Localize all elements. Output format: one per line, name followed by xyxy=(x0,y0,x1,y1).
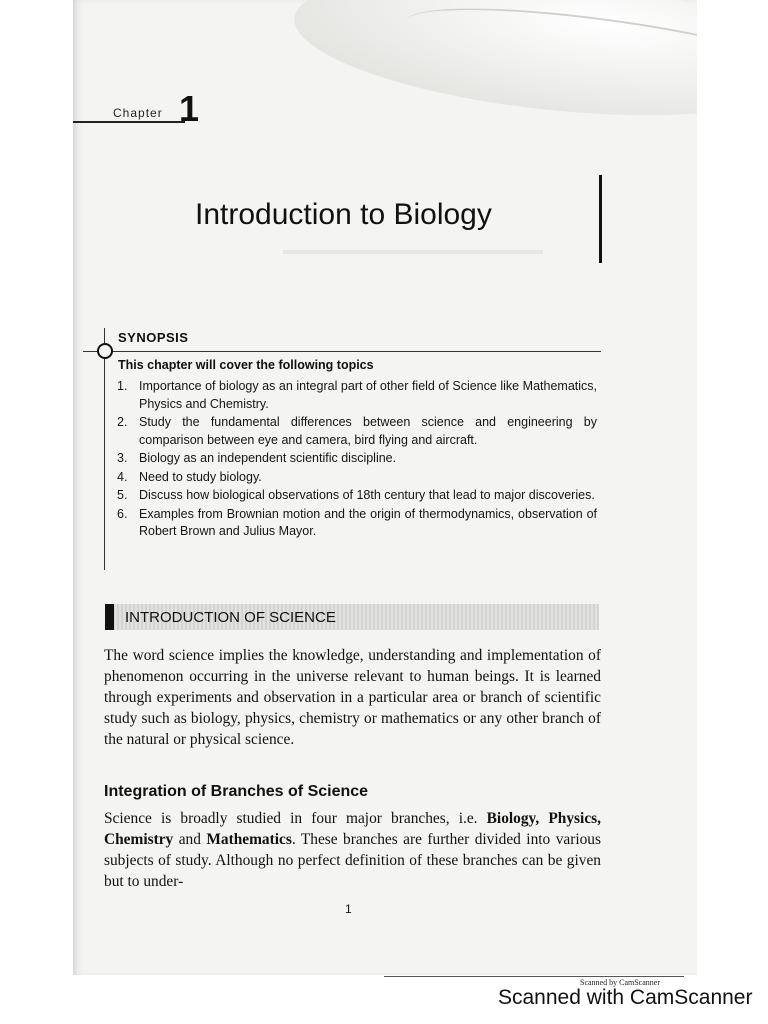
chapter-rule xyxy=(73,121,185,123)
scanner-watermark-small: Scanned by CamScanner xyxy=(580,978,660,987)
synopsis-horizontal-rule xyxy=(83,351,601,352)
text-run: Science is broadly studied in four major branches, i.e. xyxy=(104,810,487,827)
topic-item xyxy=(117,469,597,487)
bold-term-mathematics: Mathematics xyxy=(206,831,292,848)
topic-number: 2. xyxy=(117,415,128,429)
topic-item xyxy=(117,414,597,449)
topic-text: Discuss how biological observations of 18th century that lead to major discoveries. xyxy=(139,488,595,502)
chapter-number: 1 xyxy=(179,88,200,129)
text-run: and xyxy=(173,831,207,848)
subsection-paragraph xyxy=(104,808,601,892)
topic-number: 5. xyxy=(117,488,128,502)
footer-rule xyxy=(384,976,684,977)
topic-item xyxy=(117,506,597,541)
topic-item xyxy=(117,378,597,413)
topic-number: 3. xyxy=(117,451,128,465)
subsection-title: Integration of Branches of Science xyxy=(104,783,369,800)
synopsis-bullet-icon xyxy=(97,343,113,359)
section-paragraph: The word science implies the knowledge, understanding and implementation of phenomenon occurring in the universe relevant to human beings. It is learned through experiments and observation in a particular area or branch of scientific study such as biology, physics, chemistry or mathematics or any other branch of the natural or physical science. xyxy=(104,647,601,748)
bold-term-physics-chemistry: Physics, Chemistry xyxy=(104,810,601,848)
synopsis-topic-list xyxy=(117,378,597,542)
topic-text: Study the fundamental differences between science and engineering by comparison between eye and camera, bird flying and aircraft. xyxy=(139,415,597,447)
text-run: . These branches are further divided into various subjects of study. Although no perfect definition of these branches can be given but to under- xyxy=(104,831,601,890)
section-title: INTRODUCTION OF SCIENCE xyxy=(125,609,336,626)
title-bar xyxy=(599,175,602,263)
section-heading-marker xyxy=(105,604,114,630)
synopsis-intro: This chapter will cover the following topics xyxy=(118,358,374,372)
topic-number: 6. xyxy=(117,506,128,521)
topic-text: Need to study biology. xyxy=(139,469,262,484)
topic-text: Importance of biology as an integral part of other field of Science like Mathematics, Physics and Chemistry. xyxy=(139,379,597,411)
topic-item xyxy=(117,487,597,505)
synopsis-vertical-rule xyxy=(104,328,105,570)
scanner-watermark-large: Scanned with CamScanner xyxy=(498,986,753,1009)
book-page xyxy=(73,0,697,975)
topic-text: Examples from Brownian motion and the origin of thermodynamics, observation of Robert Brown and Julius Mayor. xyxy=(139,506,597,538)
topic-item xyxy=(117,450,597,468)
bleed-through-text xyxy=(283,250,543,254)
topic-text: Biology as an independent scientific discipline. xyxy=(139,451,397,465)
bold-term-biology: Biology, xyxy=(486,810,540,827)
page-title: Introduction to Biology xyxy=(195,198,492,231)
chapter-label: Chapter xyxy=(113,106,163,120)
page-number: 1 xyxy=(345,902,352,916)
topic-number: 4. xyxy=(117,469,128,484)
synopsis-heading: SYNOPSIS xyxy=(118,330,189,345)
topic-number: 1. xyxy=(117,379,128,393)
